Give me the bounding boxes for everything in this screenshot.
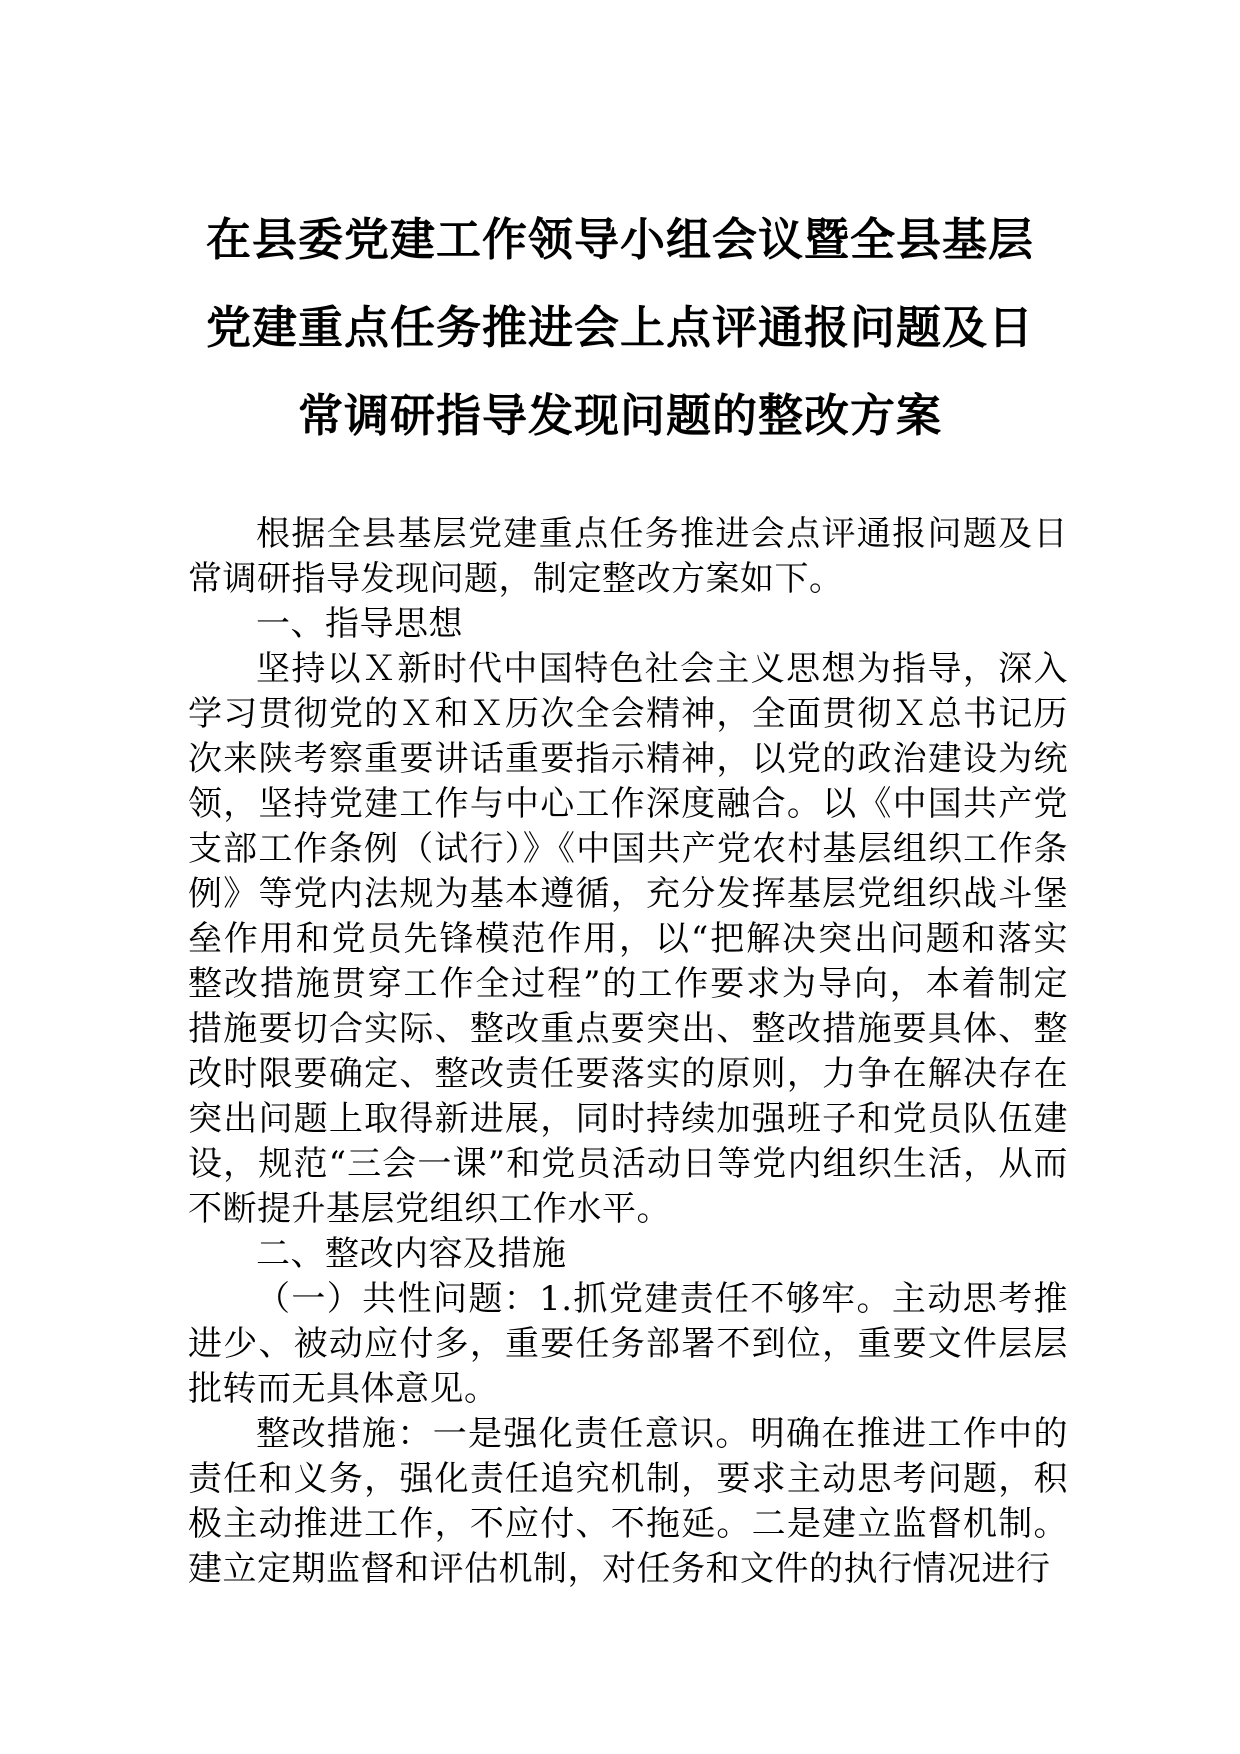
section-heading-rectification: 二、整改内容及措施 (256, 1234, 567, 1274)
guiding-ideology-paragraph: 坚持以Ｘ新时代中国特色社会主义思想为指导，深入学习贯彻党的Ｘ和Ｘ历次全会精神，全面贯彻Ｘ总书记历次来陕考察重要讲话重要指示精神，以党的政治建设为统领，坚持党建工作与中心工作深度融合。以《中国共产党支部工作条例（试行）》《中国共产党农村基层组织工作条例》等党内法规为基本遵循，充分发挥基层党组织战斗堡垒作用和党员先锋模范作用，以“把解决突出问题和落实整改措施贯穿工作全过程”的工作要求为导向，本着制定措施要切合实际、整改重点要突出、整改措施要具体、整改时限要确定、整改责任要落实的原则，力争在解决存在突出问题上取得新进展，同时持续加强班子和党员队伍建设，规范“三会一课”和党员活动日等党内组织生活，从而不断提升基层党组织工作水平。 (188, 649, 1068, 1229)
title-line-1: 在县委党建工作领导小组会议暨全县基层 (205, 213, 1034, 266)
title-line-3: 常调研指导发现问题的整改方案 (297, 389, 942, 442)
common-issue-paragraph: （一）共性问题：1.抓党建责任不够牢。主动思考推进少、被动应付多，重要任务部署不到位，重要文件层层批转而无具体意见。 (188, 1279, 1068, 1409)
document-body (188, 512, 1068, 1592)
measures-paragraph: 整改措施：一是强化责任意识。明确在推进工作中的责任和义务，强化责任追究机制，要求主动思考问题，积极主动推进工作，不应付、不拖延。二是建立监督机制。建立定期监督和评估机制，对任务和文件的执行情况进行 (188, 1414, 1068, 1589)
section-heading-guiding-ideology: 一、指导思想 (256, 604, 463, 644)
intro-paragraph: 根据全县基层党建重点任务推进会点评通报问题及日常调研指导发现问题，制定整改方案如下。 (188, 514, 1068, 599)
document-title (190, 196, 1050, 460)
title-line-2: 党建重点任务推进会上点评通报问题及日 (205, 301, 1034, 354)
